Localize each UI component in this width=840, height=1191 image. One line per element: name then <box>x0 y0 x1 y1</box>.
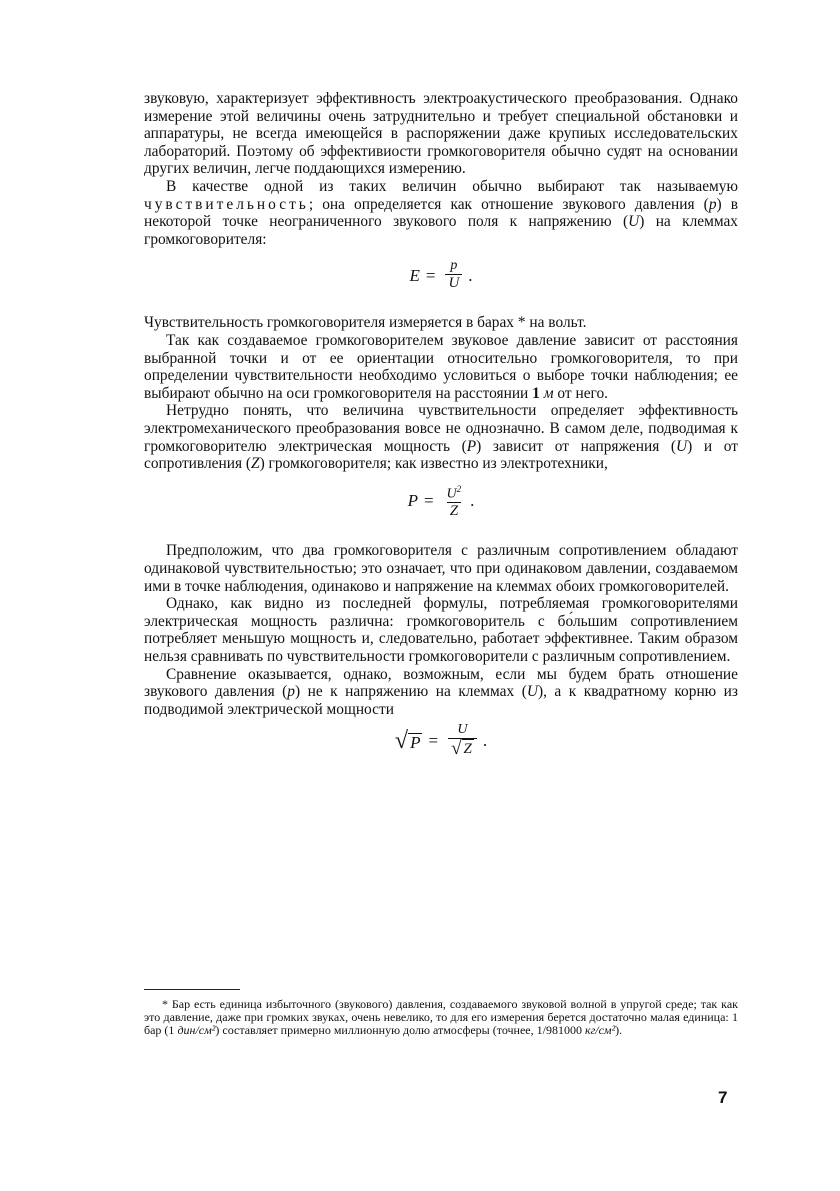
formula-2-numerator-base: U <box>446 486 457 502</box>
formula-3-den-var: Z <box>463 741 472 758</box>
radical-sign-icon: √ <box>451 738 462 760</box>
distance-unit: м <box>543 384 554 402</box>
footnote-text-c: ). <box>615 1023 623 1037</box>
formula-3-equals: = <box>428 730 439 750</box>
paragraph-3: Чувствительность громкоговорителя измеряется в барах * на вольт. <box>144 314 587 332</box>
formula-3-den-root <box>451 739 474 758</box>
formula-3-numerator: U <box>457 722 468 738</box>
paragraph-5 <box>144 402 738 472</box>
formula-sqrt-power <box>144 722 738 759</box>
page-number: 7 <box>718 1088 728 1107</box>
paragraph-2-text-a: В качестве одной из таких величин обычно выбирают так называемую <box>166 177 738 195</box>
formula-2-fraction <box>444 481 465 521</box>
paragraph-4-text-b: от него. <box>553 384 608 402</box>
var-voltage-2: U <box>526 683 538 701</box>
paragraph-2-text-b: ; она определяется как отношение звукового давления ( <box>308 195 709 213</box>
formula-3-denominator <box>448 738 477 759</box>
footnote-divider <box>144 989 240 990</box>
var-u: U <box>628 213 640 231</box>
var-power: P <box>466 437 477 455</box>
body-text <box>144 90 738 769</box>
footnote-text-b: ) составляет примерно миллионную долю атмосферы (точнее, 1/981000 <box>215 1023 585 1037</box>
formula-2-lhs: P <box>407 490 418 510</box>
formula-1-period: . <box>468 265 473 285</box>
paragraph-1: звуковую, характеризует эффективность электроакустического преобразования. Однако измерение этой величины очень затруднительно и требует специальной обстановки и аппаратуры, не всегда имеющейся в распоряжении даже крупиых исследовательских лабораторий. Поэтому об эффективиости громкоговорителя обычно судят на основании других величин, легче поддающихся измерению. <box>144 90 738 178</box>
formula-2-equals: = <box>423 490 434 510</box>
paragraph-4 <box>144 332 738 402</box>
paragraph-5-text-c: ) и от сопротивления ( <box>144 437 738 473</box>
footnote <box>144 998 738 1037</box>
var-voltage: U <box>676 437 688 455</box>
footnote-unit-2: кг/см² <box>584 1023 616 1037</box>
formula-2-numerator <box>444 481 465 503</box>
var-pressure: p <box>287 683 295 701</box>
paragraph-2-text-d: ) на клеммах громкоговорителя: <box>144 213 739 248</box>
footnote-unit-1: дин/см² <box>177 1023 216 1037</box>
formula-2-denominator: Z <box>447 502 461 520</box>
paragraph-5-text-b: ) зависит от напряжения ( <box>476 437 677 455</box>
radical-sign-icon: √ <box>394 727 409 754</box>
formula-1-lhs: E <box>409 265 420 285</box>
term-sensitivity: чувствительность <box>144 195 309 213</box>
formula-2-period: . <box>470 490 475 510</box>
paragraph-2-text-c: ) в некоторой точке неограниченного звукового поля к напряжению ( <box>144 195 738 231</box>
formula-power <box>144 481 738 521</box>
footnote-marker: * <box>162 997 168 1011</box>
paragraph-7: Однако, как видно из последней формулы, потребляемая громкоговорителями электрическая мощность различна: громкоговоритель с бо́льшим сопротивлением потребляет меньшую мощность и, следовательно, работает эффективнее. Таким образом нельзя сравнивать по чувствительности громкоговорители с различным сопротивлением. <box>144 595 738 665</box>
paragraph-5-text-d: ) громкоговорителя; как известно из электротехники, <box>259 455 608 473</box>
paragraph-8-text-b: ) не к напряжению на клеммах ( <box>295 683 527 701</box>
formula-3-fraction <box>448 722 477 759</box>
distance-value: 1 <box>532 384 540 402</box>
paragraph-8-text-c: ), а к квадратному корню из подводимой электрической мощности <box>144 683 738 718</box>
paragraph-5-text-a: Нетрудно понять, что величина чувствительности определяет эффективность электромеханического преобразования вовсе не однозначно. В самом деле, подводимая к громкоговорителю электрическая мощность ( <box>144 402 738 455</box>
paragraph-6: Предположим, что два громкоговорителя с различным сопротивлением обладают одинаковой чувствительностью; это означает, что при одинаковом давлении, создаваемом ими в точке наблюдения, одинаково и напряжение на клеммах обоих громкоговорителей. <box>144 542 738 595</box>
formula-sensitivity <box>144 258 738 292</box>
formula-1-denominator: U <box>445 274 462 292</box>
paragraph-2 <box>144 178 738 248</box>
paragraph-8 <box>144 666 738 719</box>
var-p: p <box>708 195 717 213</box>
var-impedance: Z <box>251 455 260 473</box>
formula-1-fraction <box>445 258 462 292</box>
formula-1-equals: = <box>425 265 436 285</box>
paragraph-4-text-a: Так как создаваемое громкоговорителем звуковое давление зависит от расстояния выбранной точки и от ее ориентации относительно громкоговорителя, то при определении чувствительности необходимо условиться о выборе точки наблюдения; ее выбирают обычно на оси громкоговорителя на расстоянии <box>144 331 738 402</box>
formula-3-period: . <box>482 730 488 750</box>
formula-3-lhs: P <box>410 732 421 752</box>
formula-1-numerator: p <box>450 258 458 274</box>
footnote-text-a: Бар есть единица избыточного (звукового) давления, создаваемого звуковой волной в упругой среде; так как это давление, даже при громких звуках, очень невелико, то для его измерения берется достаточно малая единица: 1 бар (1 <box>144 997 738 1037</box>
formula-2-exponent: 2 <box>456 483 462 494</box>
paragraph-8-text-a: Сравнение оказывается, однако, возможным, если мы будем брать отношение звукового давления ( <box>144 665 738 701</box>
footnote-text <box>144 998 738 1037</box>
formula-3-lhs-root <box>394 727 423 754</box>
